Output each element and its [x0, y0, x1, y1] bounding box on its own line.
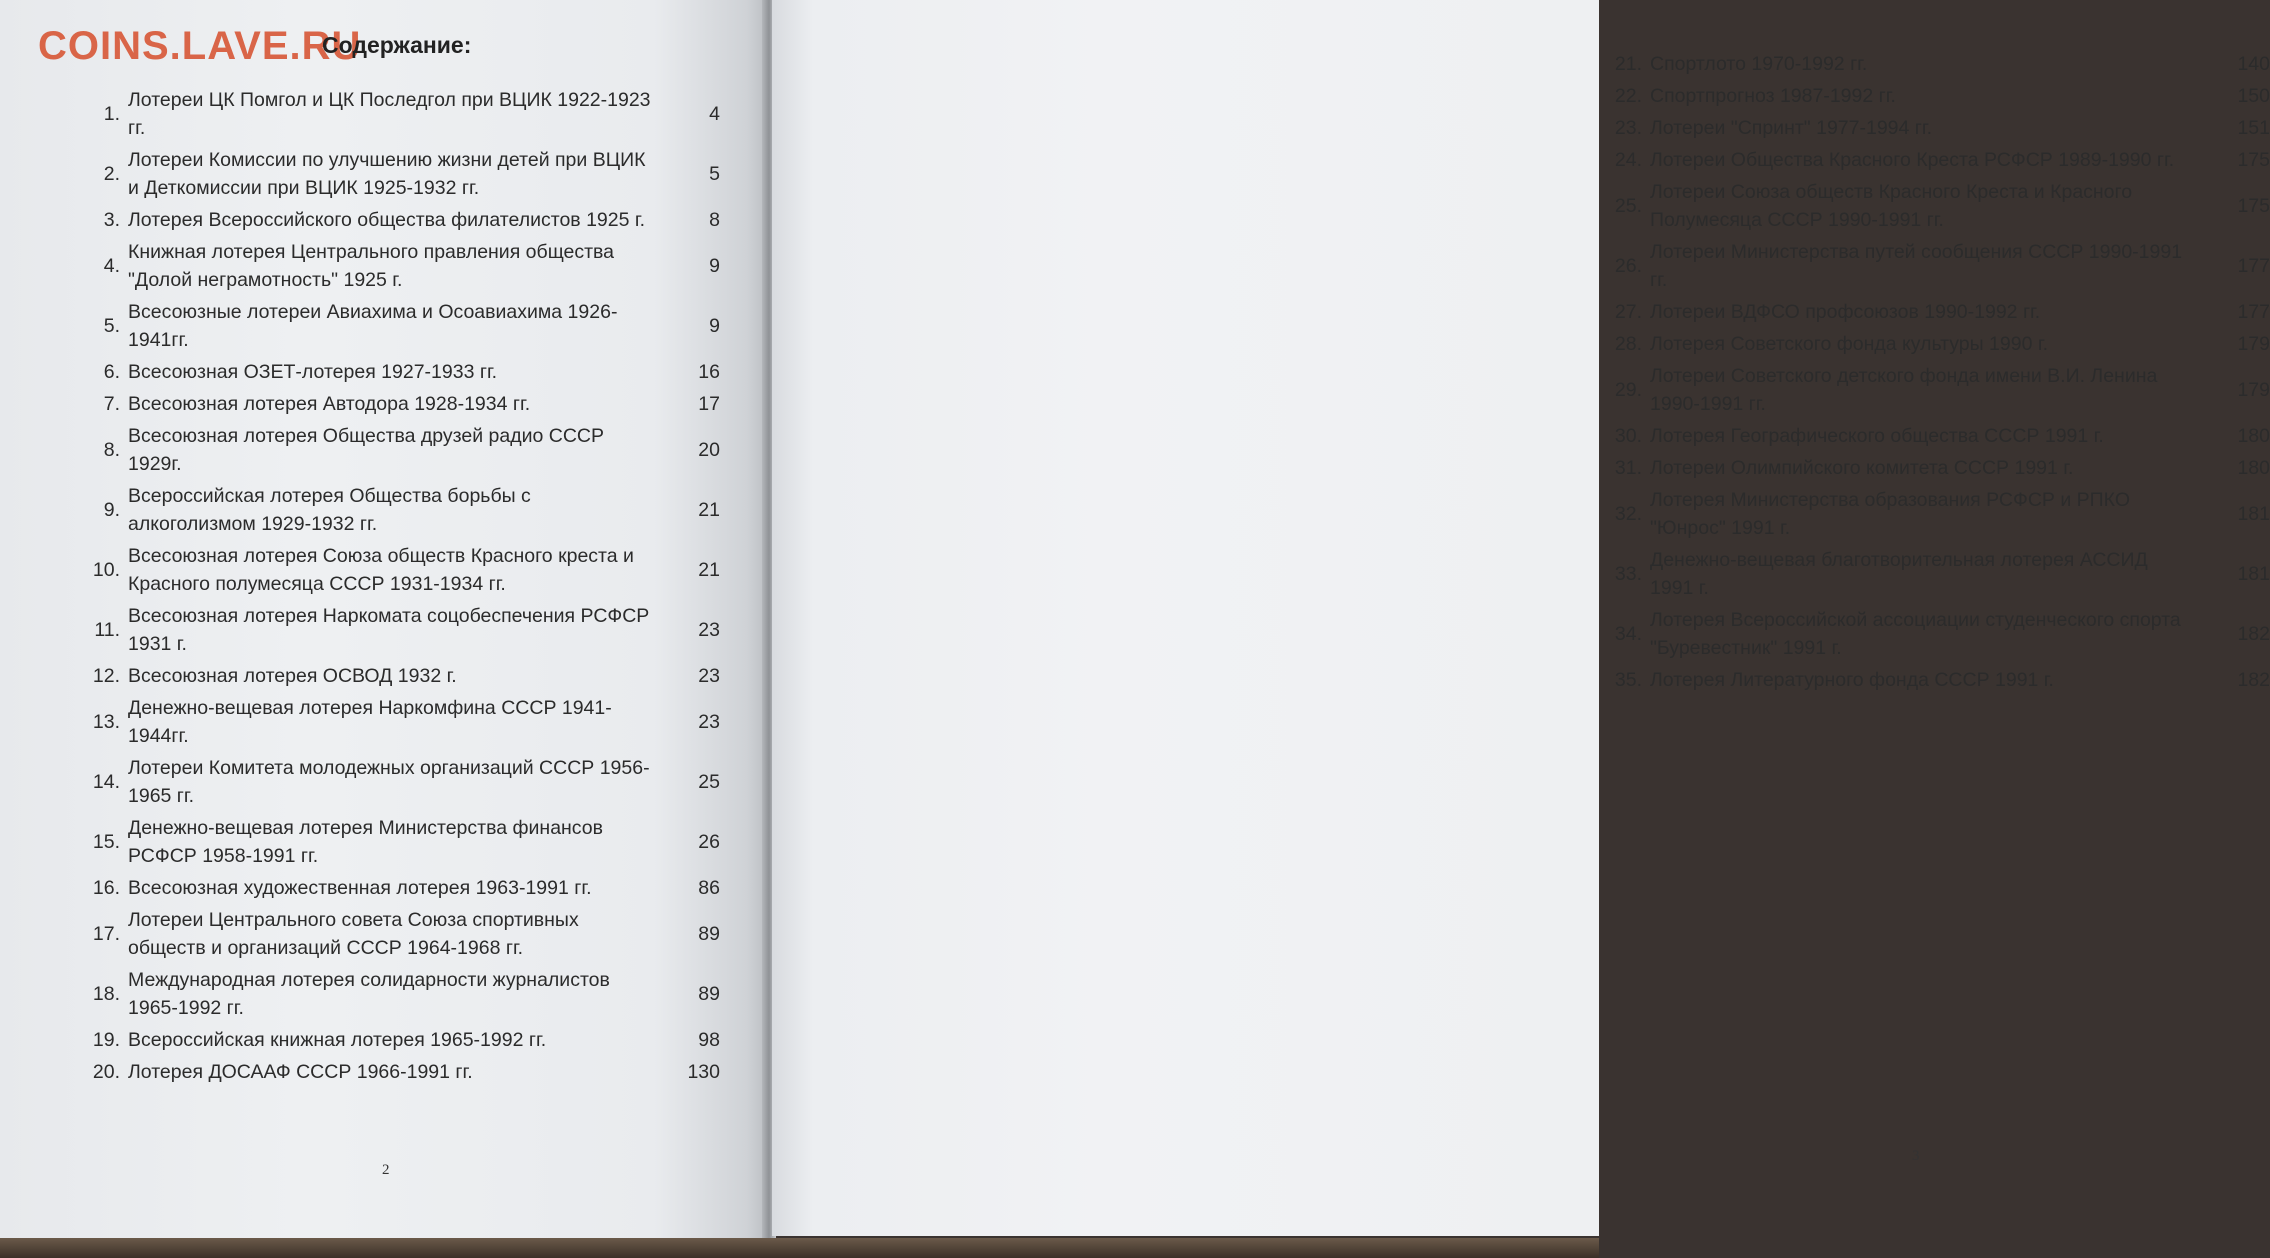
toc-entry-number: 16.	[92, 877, 120, 899]
toc-entry-number: 18.	[92, 983, 120, 1005]
toc-entry-number: 34.	[1614, 623, 1642, 645]
toc-entry-number: 9.	[103, 499, 120, 521]
toc-entry-number: 23.	[1614, 117, 1642, 139]
toc-entry	[1610, 422, 2270, 450]
toc-entry	[60, 754, 720, 810]
toc-entry-page: 20	[698, 439, 720, 461]
toc-list-left	[60, 86, 720, 1090]
toc-entry-page: 177	[2237, 301, 2270, 323]
toc-entry-number: 2.	[103, 163, 120, 185]
toc-entry-page: 23	[698, 711, 720, 733]
toc-entry-page: 98	[698, 1029, 720, 1051]
toc-entry	[60, 1026, 720, 1054]
toc-entry-title: Лотереи "Спринт" 1977-1994 гг.	[1650, 117, 1933, 139]
toc-entry-page: 130	[687, 1061, 720, 1083]
toc-entry-title: Лотерея Литературного фонда СССР 1991 г.	[1650, 669, 2054, 691]
toc-entry-title: Лотерея Министерства образования РСФСР и РПКО "Юнрос" 1991 г.	[1650, 489, 2130, 539]
toc-entry-title: Всесоюзная лотерея ОСВОД 1932 г.	[128, 665, 457, 687]
toc-entry-number: 33.	[1614, 563, 1642, 585]
toc-entry-title: Лотерея Советского фонда культуры 1990 г.	[1650, 333, 2048, 355]
toc-entry-number: 8.	[103, 439, 120, 461]
toc-heading: Содержание:	[322, 32, 472, 58]
toc-entry-page: 89	[698, 923, 720, 945]
toc-entry-page: 25	[698, 771, 720, 793]
toc-list-right	[1610, 50, 2270, 698]
toc-entry-number: 15.	[92, 831, 120, 853]
toc-entry-number: 35.	[1614, 669, 1642, 691]
toc-entry-page: 17	[698, 393, 720, 415]
toc-entry-page: 9	[709, 315, 720, 337]
toc-entry-title: Лотереи Министерства путей сообщения СССР 1990-1991 гг.	[1650, 241, 2183, 291]
toc-entry	[60, 814, 720, 870]
toc-entry	[60, 542, 720, 598]
toc-entry	[60, 238, 720, 294]
toc-entry-number: 27.	[1614, 301, 1642, 323]
toc-entry	[60, 906, 720, 962]
toc-entry-page: 177	[2237, 255, 2270, 277]
toc-entry-title: Всесоюзная лотерея Наркомата соцобеспечения РСФСР 1931 г.	[128, 605, 650, 655]
toc-entry-number: 26.	[1614, 255, 1642, 277]
toc-entry-title: Всесоюзная ОЗЕТ-лотерея 1927-1933 гг.	[128, 361, 498, 383]
toc-entry-page: 182	[2237, 669, 2270, 691]
right-page	[772, 0, 2270, 1236]
toc-entry	[60, 874, 720, 902]
toc-entry-page: 182	[2237, 623, 2270, 645]
toc-entry	[60, 86, 720, 142]
toc-entry-number: 29.	[1614, 379, 1642, 401]
toc-entry	[1610, 238, 2270, 294]
toc-entry	[60, 482, 720, 538]
toc-entry-title: Всесоюзная художественная лотерея 1963-1991 гг.	[128, 877, 592, 899]
toc-entry-page: 21	[698, 559, 720, 581]
toc-entry-page: 86	[698, 877, 720, 899]
toc-entry-title: Денежно-вещевая благотворительная лотерея АССИД 1991 г.	[1650, 549, 2148, 599]
toc-entry-page: 181	[2237, 563, 2270, 585]
toc-entry-number: 32.	[1614, 503, 1642, 525]
toc-entry-number: 1.	[103, 103, 120, 125]
toc-entry-title: Лотереи Олимпийского комитета СССР 1991 г.	[1650, 457, 2074, 479]
toc-entry-number: 10.	[92, 559, 120, 581]
toc-entry-title: Лотерея Всероссийского общества филателистов 1925 г.	[128, 209, 646, 231]
toc-entry-title: Всероссийская лотерея Общества борьбы с алкоголизмом 1929-1932 гг.	[128, 485, 531, 535]
toc-entry-title: Лотереи Союза обществ Красного Креста и Красного Полумесяца СССР 1990-1991 гг.	[1650, 181, 2133, 231]
toc-entry-title: Спортлото 1970-1992 гг.	[1650, 53, 1868, 75]
toc-entry	[60, 966, 720, 1022]
toc-entry	[60, 206, 720, 234]
toc-entry	[1610, 178, 2270, 234]
toc-entry-page: 180	[2237, 457, 2270, 479]
toc-entry-page: 180	[2237, 425, 2270, 447]
toc-entry-title: Лотерея Всероссийской ассоциации студенческого спорта "Буревестник" 1991 г.	[1650, 609, 2181, 659]
toc-entry-title: Лотереи ВДФСО профсоюзов 1990-1992 гг.	[1650, 301, 2041, 323]
toc-entry	[60, 390, 720, 418]
toc-entry-number: 24.	[1614, 149, 1642, 171]
toc-entry-number: 17.	[92, 923, 120, 945]
toc-entry-page: 179	[2237, 379, 2270, 401]
toc-entry	[1610, 362, 2270, 418]
toc-entry	[1610, 50, 2270, 78]
toc-entry-number: 22.	[1614, 85, 1642, 107]
page-number-left: 2	[382, 1162, 390, 1178]
toc-entry	[1610, 146, 2270, 174]
toc-entry	[1610, 606, 2270, 662]
toc-entry-page: 23	[698, 619, 720, 641]
toc-entry-title: Международная лотерея солидарности журналистов 1965-1992 гг.	[128, 969, 610, 1019]
toc-entry-number: 14.	[92, 771, 120, 793]
toc-entry	[1610, 298, 2270, 326]
watermark: COINS.LAVE.RU	[38, 24, 362, 68]
toc-entry-title: Лотереи ЦК Помгол и ЦК Последгол при ВЦИК 1922-1923 гг.	[128, 89, 651, 139]
toc-entry	[60, 146, 720, 202]
toc-entry	[60, 358, 720, 386]
toc-entry	[1610, 454, 2270, 482]
toc-entry-title: Лотерея Географического общества СССР 1991 г.	[1650, 425, 2104, 447]
toc-entry-title: Лотереи Советского детского фонда имени В.И. Ленина 1990-1991 гг.	[1650, 365, 2158, 415]
toc-entry-title: Лотереи Комиссии по улучшению жизни детей при ВЦИК и Деткомиссии при ВЦИК 1925-1932 гг.	[128, 149, 646, 199]
toc-entry	[1610, 330, 2270, 358]
toc-entry	[60, 694, 720, 750]
toc-entry-page: 175	[2237, 195, 2270, 217]
toc-entry-page: 8	[709, 209, 720, 231]
toc-entry-title: Всероссийская книжная лотерея 1965-1992 гг.	[128, 1029, 547, 1051]
page-number-right: 3	[1912, 1148, 1920, 1164]
toc-entry-number: 21.	[1614, 53, 1642, 75]
toc-entry-title: Лотереи Центрального совета Союза спортивных обществ и организаций СССР 1964-1968 гг.	[128, 909, 579, 959]
toc-entry	[60, 602, 720, 658]
toc-entry-number: 19.	[92, 1029, 120, 1051]
toc-entry	[1610, 486, 2270, 542]
toc-entry-title: Всесоюзная лотерея Союза обществ Красного креста и Красного полумесяца СССР 1931-1934 гг.	[128, 545, 634, 595]
toc-entry-number: 20.	[92, 1061, 120, 1083]
toc-entry-page: 181	[2237, 503, 2270, 525]
toc-entry-number: 12.	[92, 665, 120, 687]
left-page	[0, 0, 770, 1245]
toc-entry-page: 26	[698, 831, 720, 853]
toc-entry-number: 25.	[1614, 195, 1642, 217]
toc-entry	[60, 1058, 720, 1086]
toc-entry-number: 6.	[103, 361, 120, 383]
toc-entry-title: Всесоюзная лотерея Общества друзей радио СССР 1929г.	[128, 425, 605, 475]
toc-entry-page: 5	[709, 163, 720, 185]
table-edge	[0, 1238, 1599, 1258]
toc-entry	[1610, 82, 2270, 110]
toc-entry-number: 31.	[1614, 457, 1642, 479]
toc-entry-page: 4	[709, 103, 720, 125]
toc-entry-title: Лотерея ДОСААФ СССР 1966-1991 гг.	[128, 1061, 473, 1083]
toc-entry-number: 30.	[1614, 425, 1642, 447]
toc-entry-title: Лотереи Общества Красного Креста РСФСР 1989-1990 гг.	[1650, 149, 2175, 171]
toc-entry-page: 179	[2237, 333, 2270, 355]
toc-entry-title: Всесоюзные лотереи Авиахима и Осоавиахима 1926-1941гг.	[128, 301, 618, 351]
toc-entry-title: Спортпрогноз 1987-1992 гг.	[1650, 85, 1896, 107]
toc-entry	[60, 662, 720, 690]
toc-entry	[60, 422, 720, 478]
toc-entry-title: Денежно-вещевая лотерея Наркомфина СССР 1941-1944гг.	[128, 697, 612, 747]
toc-entry-page: 21	[698, 499, 720, 521]
toc-entry-page: 150	[2237, 85, 2270, 107]
toc-entry-page: 140	[2237, 53, 2270, 75]
toc-entry-page: 151	[2237, 117, 2270, 139]
toc-entry-title: Денежно-вещевая лотерея Министерства финансов РСФСР 1958-1991 гг.	[128, 817, 603, 867]
toc-entry-page: 9	[709, 255, 720, 277]
toc-entry-number: 5.	[103, 315, 120, 337]
toc-entry-number: 7.	[103, 393, 120, 415]
toc-entry	[1610, 114, 2270, 142]
toc-entry-number: 13.	[92, 711, 120, 733]
toc-entry-number: 11.	[94, 619, 120, 641]
toc-entry-page: 23	[698, 665, 720, 687]
toc-entry	[60, 298, 720, 354]
toc-entry-number: 28.	[1614, 333, 1642, 355]
toc-entry-number: 3.	[103, 209, 120, 231]
toc-entry-title: Книжная лотерея Центрального правления общества "Долой неграмотность" 1925 г.	[128, 241, 615, 291]
toc-entry	[1610, 546, 2270, 602]
toc-entry	[1610, 666, 2270, 694]
toc-entry-title: Всесоюзная лотерея Автодора 1928-1934 гг.	[128, 393, 531, 415]
toc-entry-page: 175	[2237, 149, 2270, 171]
toc-entry-title: Лотереи Комитета молодежных организаций СССР 1956-1965 гг.	[128, 757, 650, 807]
toc-entry-number: 4.	[103, 255, 120, 277]
toc-entry-page: 89	[698, 983, 720, 1005]
toc-entry-page: 16	[698, 361, 720, 383]
